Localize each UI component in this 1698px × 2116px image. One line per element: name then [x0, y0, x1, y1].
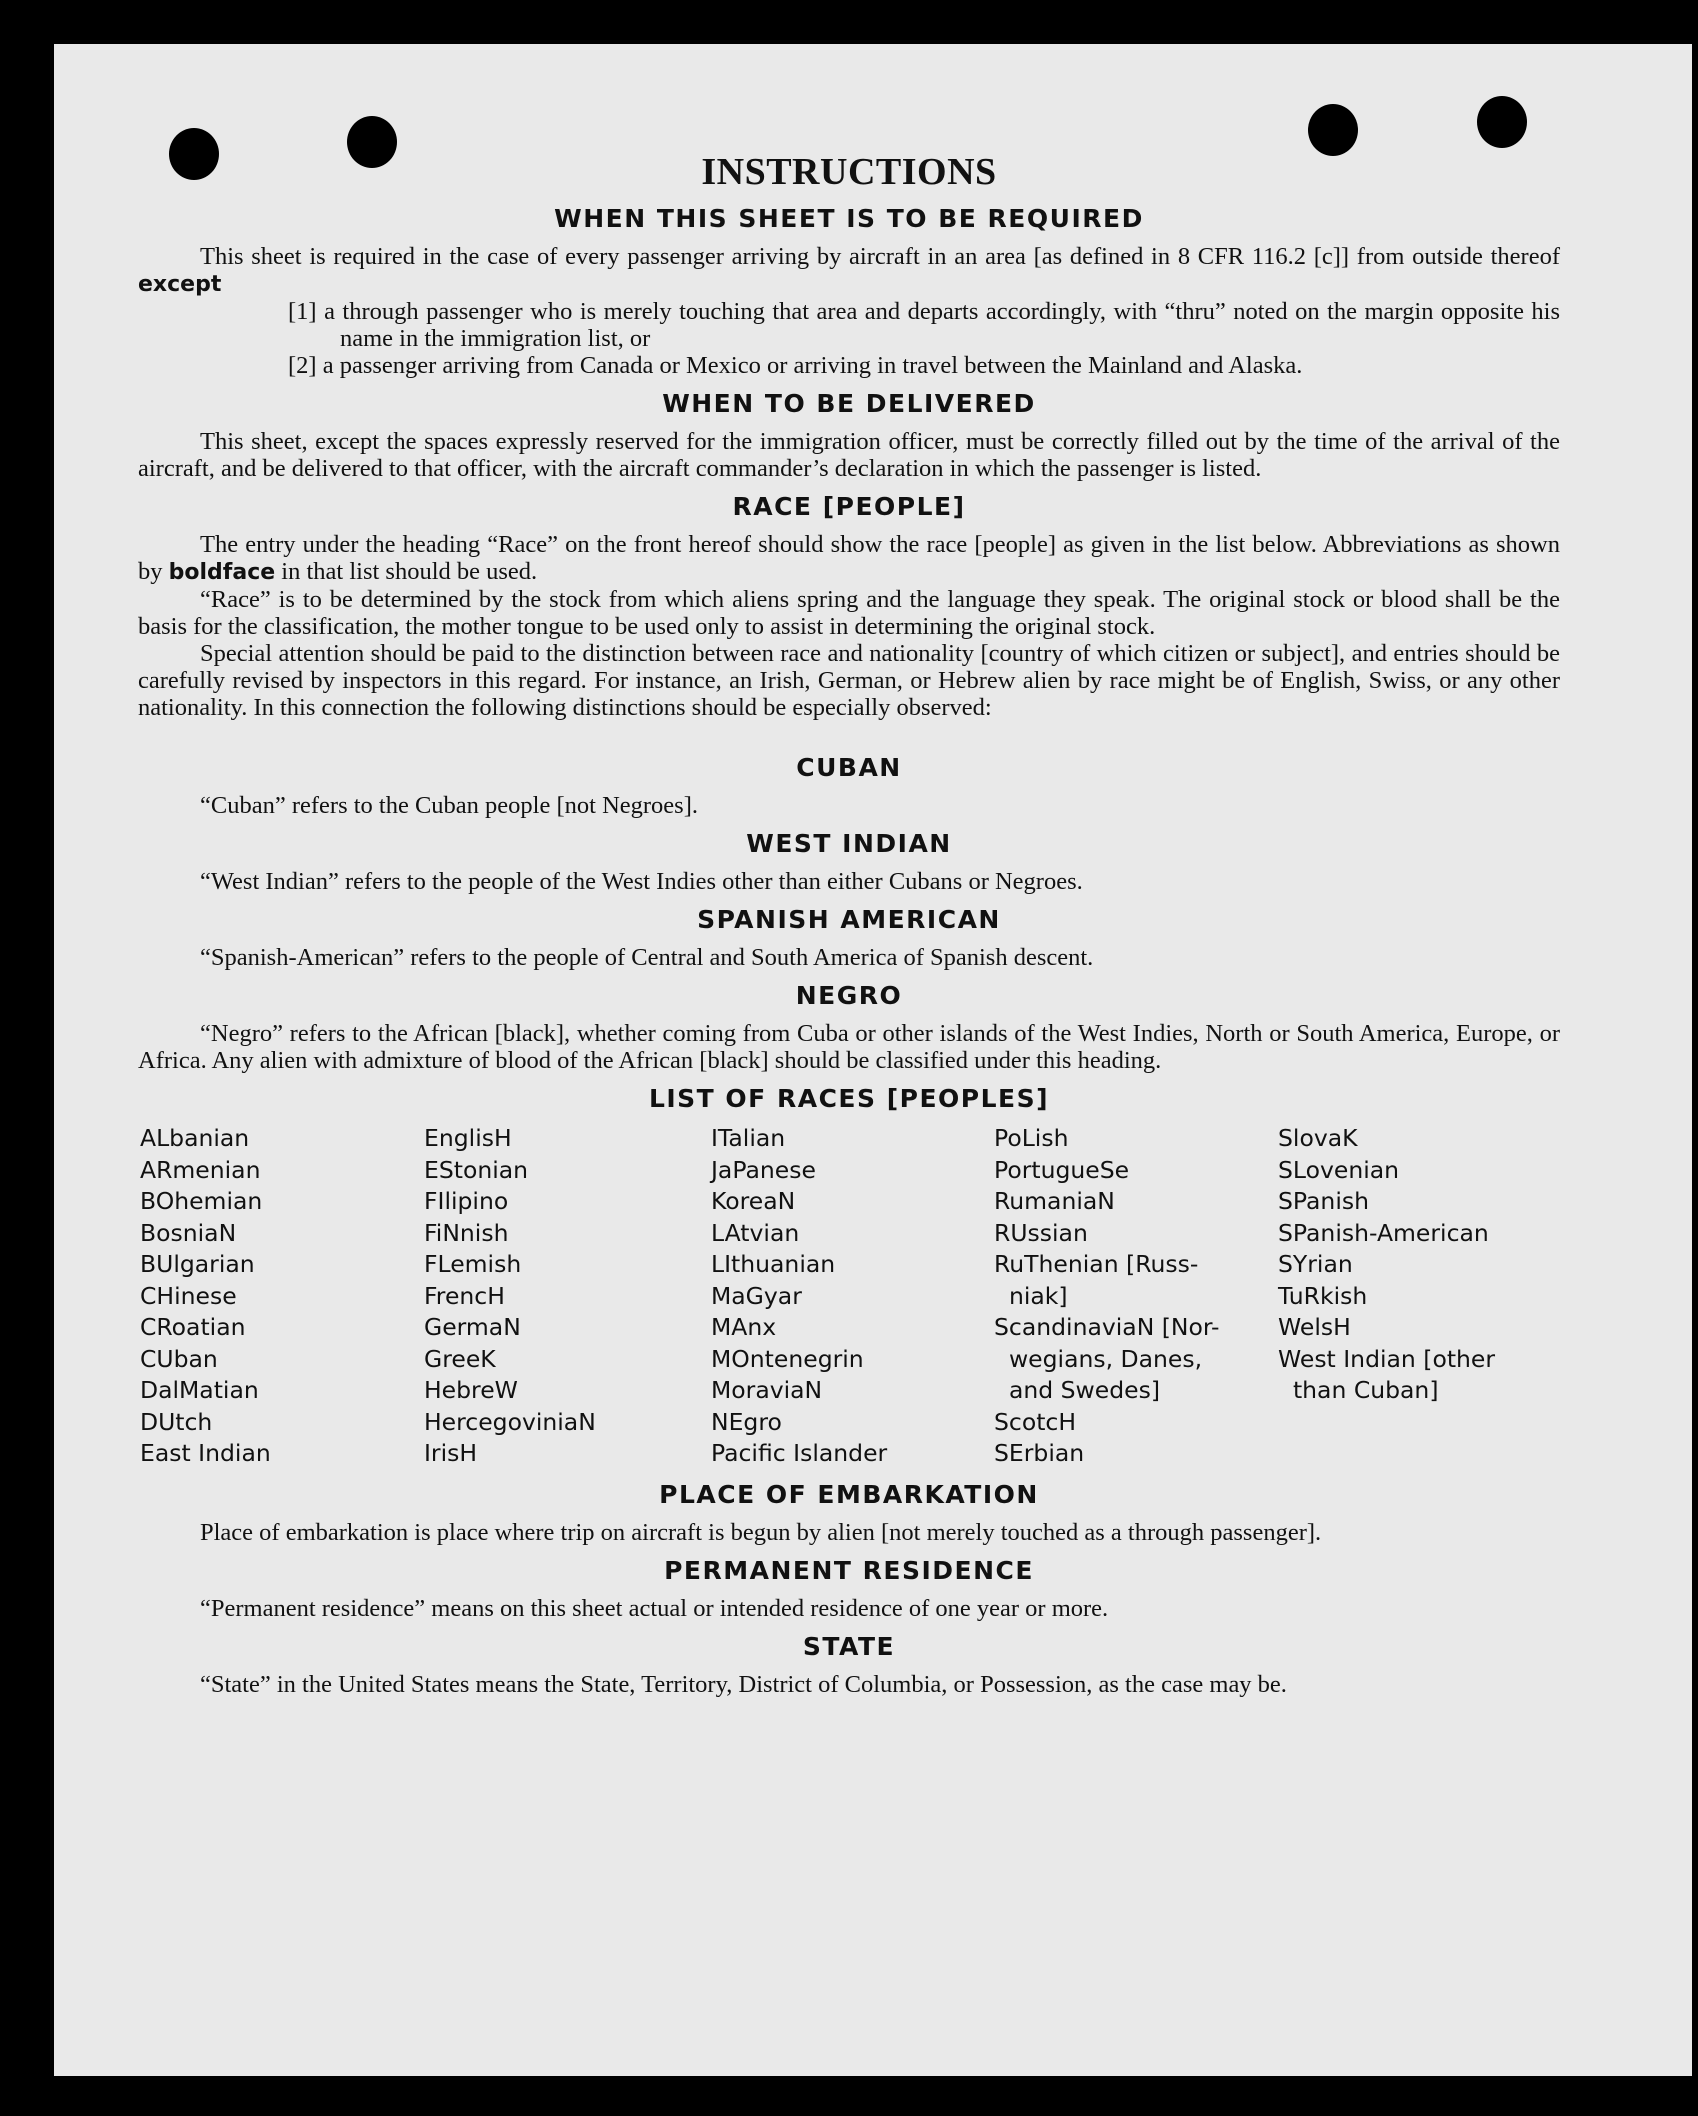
- list-text: a passenger arriving from Canada or Mexico or arriving in travel between the Mainland and Alaska.: [322, 352, 1303, 379]
- list-marker: [2]: [288, 352, 317, 379]
- race-entry: JaPanese: [711, 1155, 816, 1184]
- race-entry: BOhemian: [140, 1187, 263, 1215]
- section-heading: RACE [PEOPLE]: [732, 492, 966, 521]
- punch-hole: [1477, 96, 1527, 148]
- race-entry: MOntenegrin: [711, 1344, 864, 1373]
- races-column: [140, 1123, 424, 1470]
- race-entry: LIthuanian: [711, 1250, 836, 1278]
- race-entry: HercegoviniaN: [424, 1407, 596, 1436]
- races-column: [424, 1123, 711, 1470]
- race-entry: ITalian: [711, 1124, 786, 1152]
- race-entry: RUssian: [994, 1218, 1088, 1247]
- race-entry: SLovenian: [1278, 1155, 1400, 1184]
- race-entry: East Indian: [140, 1439, 271, 1467]
- race-entry: PoLish: [994, 1124, 1069, 1152]
- races-table: [140, 1123, 1560, 1470]
- race-entry: DalMatian: [140, 1376, 259, 1404]
- paragraph-text: The entry under the heading “Race” on the front hereof should show the race [people] as given in the list below. Abbreviations as shown by: [138, 531, 1560, 585]
- race-entry: BosniaN: [140, 1218, 237, 1247]
- race-entry: KoreaN: [711, 1187, 796, 1215]
- section-heading: NEGRO: [795, 981, 903, 1010]
- section-paragraph: “West Indian” refers to the people of the West Indies other than either Cubans or Negroes.: [200, 868, 1083, 895]
- race-entry: RuThenian [Russ-: [994, 1250, 1199, 1278]
- race-entry: BUlgarian: [140, 1250, 255, 1278]
- race-entry: SPanish: [1278, 1187, 1369, 1215]
- race-entry: PortugueSe: [994, 1155, 1130, 1184]
- race-entry: HebreW: [424, 1376, 518, 1404]
- race-entry: wegians, Danes,: [994, 1344, 1203, 1373]
- race-entry: RumaniaN: [994, 1187, 1115, 1215]
- races-column: [994, 1123, 1278, 1470]
- instructions-body: [138, 150, 1560, 1698]
- punch-hole: [1308, 104, 1358, 156]
- race-entry: SlovaK: [1278, 1124, 1358, 1152]
- race-entry: ScandinaviaN [Nor-: [994, 1313, 1220, 1341]
- section-heading: WHEN THIS SHEET IS TO BE REQUIRED: [554, 204, 1144, 233]
- page-title: INSTRUCTIONS: [701, 151, 997, 193]
- race-entry: ARmenian: [140, 1155, 261, 1184]
- bold-word: boldface: [168, 560, 276, 585]
- section-paragraph: “State” in the United States means the State, Territory, District of Columbia, or Possession, as the case may be.: [200, 1670, 1287, 1698]
- race-entry: SYrian: [1278, 1250, 1353, 1278]
- section-paragraph: This sheet, except the spaces expressly reserved for the immigration officer, must be correctly filled out by the time of the arrival of the aircraft, and be delivered to that officer, with the aircraft commander’s declaration in which the passenger is listed.: [138, 428, 1560, 482]
- section-paragraph: “Permanent residence” means on this sheet actual or intended residence of one year or more.: [200, 1594, 1109, 1622]
- race-entry: MaGyar: [711, 1281, 802, 1310]
- race-entry: CHinese: [140, 1281, 237, 1310]
- race-entry: SPanish-American: [1278, 1218, 1489, 1247]
- race-entry: WelsH: [1278, 1313, 1351, 1341]
- section-paragraph: [138, 531, 1560, 586]
- race-entry: ScotcH: [994, 1407, 1077, 1436]
- race-entry: FIlipino: [424, 1187, 509, 1215]
- section-heading: CUBAN: [796, 753, 902, 782]
- intro-text: This sheet is required in the case of every passenger arriving by aircraft in an area [as defined in 8 CFR 116.2 [c]] from outside thereof: [200, 243, 1560, 270]
- race-entry: FrencH: [424, 1281, 505, 1310]
- race-entry: than Cuban]: [1278, 1376, 1439, 1404]
- race-entry: CRoatian: [140, 1313, 246, 1341]
- race-entry: GreeK: [424, 1344, 496, 1373]
- section-paragraph: Place of embarkation is place where trip on aircraft is begun by alien [not merely touched as a through passenger].: [200, 1518, 1322, 1546]
- race-entry: EnglisH: [424, 1124, 512, 1152]
- section-paragraph: “Race” is to be determined by the stock from which aliens spring and the language they speak. The original stock or blood shall be the basis for the classification, the mother tongue to be used only to assist in determining the original stock.: [138, 586, 1560, 640]
- race-entry: EStonian: [424, 1155, 529, 1184]
- section-heading: STATE: [802, 1631, 896, 1661]
- race-entry: CUban: [140, 1344, 218, 1373]
- race-entry: GermaN: [424, 1313, 521, 1341]
- races-column: [1278, 1123, 1562, 1470]
- list-item: [138, 298, 1560, 352]
- section-paragraph: [138, 243, 1560, 298]
- race-entry: Pacific Islander: [711, 1439, 888, 1467]
- race-entry: ALbanian: [140, 1124, 250, 1152]
- race-entry: FiNnish: [424, 1218, 509, 1247]
- section-paragraph: “Spanish-American” refers to the people of Central and South America of Spanish descent.: [200, 944, 1094, 971]
- race-entry: West Indian [other: [1278, 1344, 1496, 1373]
- races-heading: LIST OF RACES [PEOPLES]: [648, 1084, 1050, 1113]
- race-entry: LAtvian: [711, 1218, 800, 1247]
- section-heading: WHEN TO BE DELIVERED: [662, 389, 1036, 418]
- race-entry: FLemish: [424, 1250, 522, 1278]
- section-paragraph: “Negro” refers to the African [black], whether coming from Cuba or other islands of the West Indies, North or South America, Europe, or Africa. Any alien with admixture of blood of the African [black] should be classified under this heading.: [138, 1020, 1560, 1074]
- section-paragraph: Special attention should be paid to the distinction between race and nationality [country of which citizen or subject], and entries should be carefully revised by inspectors in this regard. For instance, an Irish, German, or Hebrew alien by race might be of English, Swiss, or any other nationality. In this connection the following distinctions should be especially observed:: [138, 640, 1560, 721]
- list-marker: [1]: [288, 298, 317, 325]
- race-entry: MAnx: [711, 1313, 777, 1341]
- paragraph-text: in that list should be used.: [281, 558, 538, 585]
- section-paragraph: “Cuban” refers to the Cuban people [not Negroes].: [200, 792, 698, 819]
- race-entry: MoraviaN: [711, 1376, 823, 1404]
- race-entry: and Swedes]: [994, 1376, 1161, 1404]
- race-entry: IrisH: [424, 1439, 478, 1467]
- section-heading: PLACE OF EMBARKATION: [659, 1479, 1039, 1509]
- race-entry: SErbian: [994, 1439, 1085, 1467]
- section-heading: SPANISH AMERICAN: [697, 905, 1001, 934]
- section-heading: WEST INDIAN: [746, 829, 952, 858]
- race-entry: niak]: [994, 1281, 1068, 1310]
- race-entry: DUtch: [140, 1407, 213, 1436]
- list-item: [138, 352, 1560, 379]
- race-entry: TuRkish: [1278, 1281, 1368, 1310]
- section-heading: PERMANENT RESIDENCE: [664, 1555, 1034, 1585]
- list-text: a through passenger who is merely touching that area and departs accordingly, with “thru” noted on the margin opposite his name in the immigration list, or: [324, 298, 1561, 352]
- races-column: [711, 1123, 994, 1470]
- race-entry: NEgro: [711, 1407, 782, 1436]
- intro-emphasis: except: [138, 272, 222, 297]
